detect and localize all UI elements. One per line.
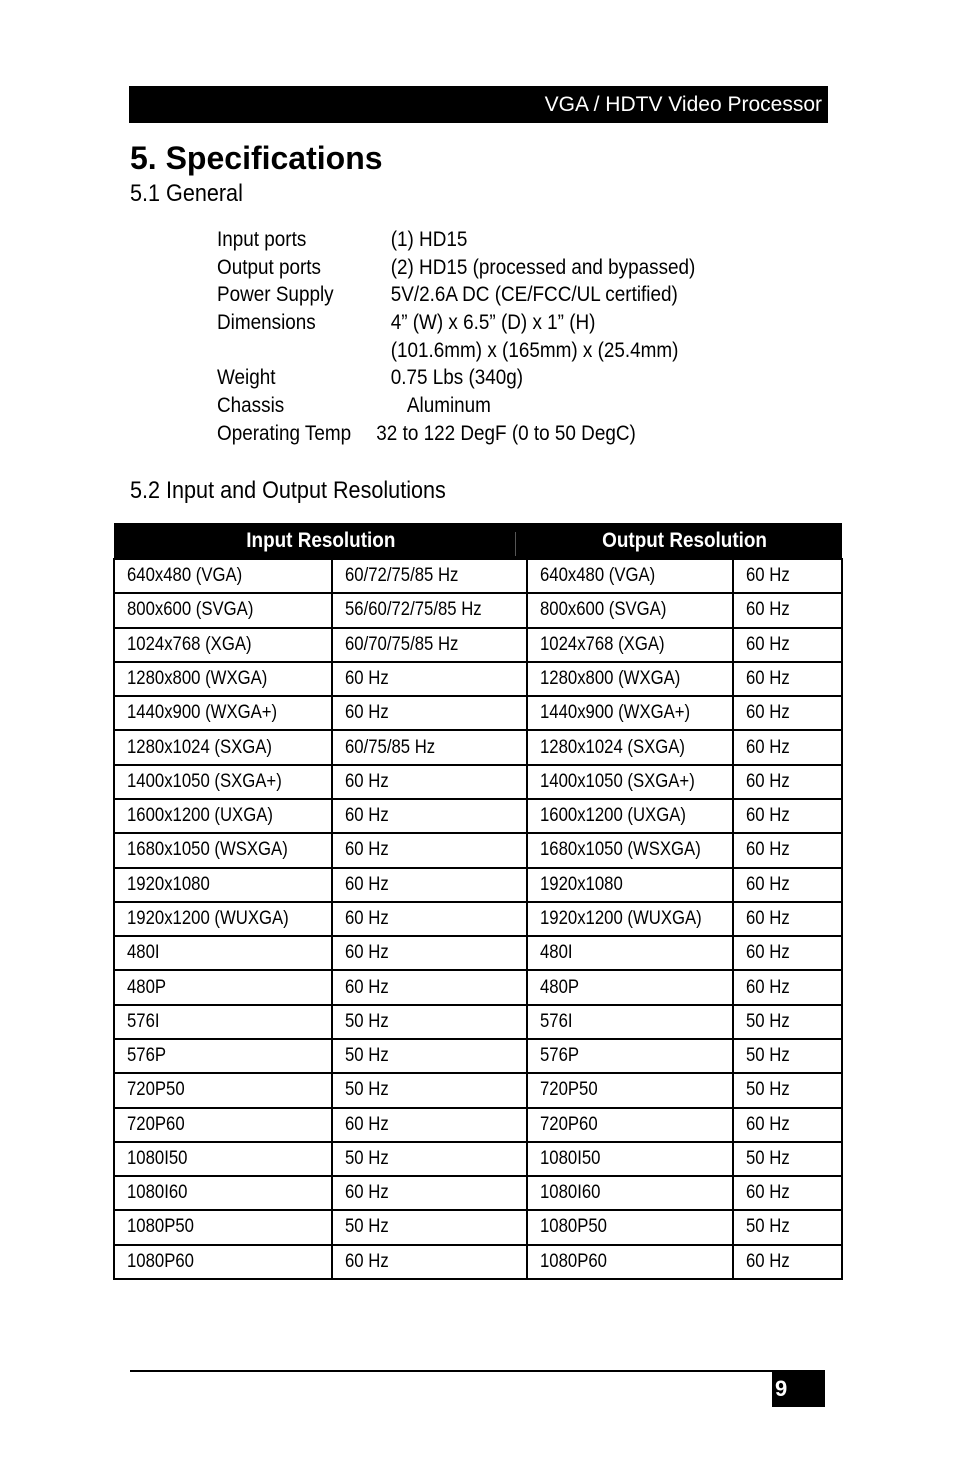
spec-label: Output ports	[217, 255, 322, 279]
input-resolution-cell-text: 720P50	[127, 1079, 185, 1101]
input-refresh-cell	[332, 833, 527, 867]
input-resolution-cell	[114, 1039, 332, 1073]
input-refresh-cell	[332, 1073, 527, 1107]
output-resolution-cell	[527, 628, 733, 662]
input-refresh-cell	[332, 559, 527, 593]
output-refresh-cell	[733, 1210, 842, 1244]
output-resolution-header	[527, 523, 842, 559]
input-refresh-cell-text: 50 Hz	[345, 1216, 389, 1238]
output-refresh-cell-text: 60 Hz	[746, 942, 790, 964]
spec-label: Weight	[217, 366, 276, 390]
output-refresh-cell	[733, 868, 842, 902]
input-resolution-cell	[114, 1108, 332, 1142]
input-refresh-cell	[332, 593, 527, 627]
input-refresh-cell-text: 60 Hz	[345, 907, 389, 929]
table-row	[114, 902, 842, 936]
footer-divider	[130, 1370, 825, 1372]
output-resolution-cell	[527, 1108, 733, 1142]
output-resolution-cell-text: 480I	[540, 942, 573, 964]
table-row	[114, 1210, 842, 1244]
input-refresh-cell-text: 60 Hz	[345, 770, 389, 792]
input-resolution-cell-text: 576P	[127, 1045, 167, 1067]
spec-label: Dimensions	[217, 311, 316, 335]
spec-value: 5V/2.6A DC (CE/FCC/UL certified)	[390, 283, 678, 307]
output-resolution-cell-text: 576P	[540, 1045, 580, 1067]
output-refresh-cell-text: 60 Hz	[746, 667, 790, 689]
input-refresh-cell-text: 60 Hz	[345, 839, 389, 861]
output-refresh-cell	[733, 936, 842, 970]
output-resolution-cell-text: 1080P60	[540, 1250, 607, 1272]
output-resolution-cell-text: 1440x900 (WXGA+)	[540, 702, 691, 724]
output-refresh-cell-text: 60 Hz	[746, 976, 790, 998]
table-header-row	[114, 523, 842, 559]
output-refresh-cell	[733, 765, 842, 799]
input-resolution-cell-text: 720P60	[127, 1113, 185, 1135]
output-resolution-cell-text: 1600x1200 (UXGA)	[540, 805, 686, 827]
output-resolution-cell-text: 1280x1024 (SXGA)	[540, 736, 685, 758]
input-resolution-cell	[114, 662, 332, 696]
output-resolution-cell-text: 480P	[540, 976, 580, 998]
input-refresh-cell-text: 50 Hz	[345, 1045, 389, 1067]
input-refresh-cell	[332, 1210, 527, 1244]
output-resolution-cell-text: 720P50	[540, 1079, 598, 1101]
page-title: 5. Specifications	[130, 140, 383, 176]
table-row	[114, 1245, 842, 1279]
spec-label: Power Supply	[217, 283, 334, 307]
input-resolution-cell-text: 1400x1050 (SXGA+)	[127, 770, 282, 792]
output-resolution-cell-text: 1024x768 (XGA)	[540, 633, 665, 655]
output-refresh-cell	[733, 696, 842, 730]
input-refresh-cell-text: 60 Hz	[345, 942, 389, 964]
output-refresh-cell	[733, 799, 842, 833]
input-refresh-cell-text: 50 Hz	[345, 1010, 389, 1032]
output-refresh-cell-text: 60 Hz	[746, 1182, 790, 1204]
input-refresh-cell	[332, 730, 527, 764]
input-refresh-cell	[332, 696, 527, 730]
output-resolution-cell	[527, 696, 733, 730]
input-refresh-cell	[332, 1039, 527, 1073]
output-refresh-cell	[733, 1142, 842, 1176]
output-refresh-cell	[733, 559, 842, 593]
input-refresh-cell	[332, 1108, 527, 1142]
output-refresh-cell	[733, 970, 842, 1004]
output-resolution-cell	[527, 902, 733, 936]
input-resolution-cell-text: 1280x1024 (SXGA)	[127, 736, 272, 758]
input-refresh-cell	[332, 1176, 527, 1210]
output-resolution-cell-text: 1080P50	[540, 1216, 607, 1238]
table-row	[114, 1108, 842, 1142]
table-row	[114, 559, 842, 593]
input-refresh-cell-text: 60/75/85 Hz	[345, 736, 436, 758]
output-resolution-cell-text: 1280x800 (WXGA)	[540, 667, 681, 689]
output-resolution-cell	[527, 868, 733, 902]
input-refresh-cell-text: 60 Hz	[345, 667, 389, 689]
table-row	[114, 765, 842, 799]
input-resolution-cell-text: 800x600 (SVGA)	[127, 599, 254, 621]
output-resolution-cell	[527, 730, 733, 764]
output-refresh-cell-text: 60 Hz	[746, 770, 790, 792]
table-row	[114, 1073, 842, 1107]
input-refresh-cell	[332, 1245, 527, 1279]
input-resolution-cell-text: 480I	[127, 942, 160, 964]
input-resolution-cell	[114, 628, 332, 662]
section-general-heading: 5.1 General	[130, 180, 243, 207]
output-resolution-cell-text: 1920x1080	[540, 873, 623, 895]
input-refresh-cell	[332, 868, 527, 902]
output-resolution-cell-text: 1400x1050 (SXGA+)	[540, 770, 695, 792]
output-resolution-cell	[527, 833, 733, 867]
output-refresh-cell	[733, 662, 842, 696]
output-refresh-cell-text: 50 Hz	[746, 1216, 790, 1238]
input-resolution-header	[114, 523, 527, 559]
output-refresh-cell	[733, 628, 842, 662]
output-resolution-cell-text: 1080I50	[540, 1147, 601, 1169]
output-refresh-cell-text: 60 Hz	[746, 702, 790, 724]
output-refresh-cell-text: 50 Hz	[746, 1045, 790, 1067]
output-resolution-cell	[527, 1073, 733, 1107]
output-resolution-cell-text: 1680x1050 (WSXGA)	[540, 839, 701, 861]
table-row	[114, 730, 842, 764]
output-resolution-cell	[527, 799, 733, 833]
output-resolution-cell	[527, 1039, 733, 1073]
input-resolution-cell-text: 1080P60	[127, 1250, 194, 1272]
input-refresh-cell-text: 60 Hz	[345, 1113, 389, 1135]
input-refresh-cell	[332, 628, 527, 662]
input-resolution-cell	[114, 970, 332, 1004]
output-refresh-cell	[733, 1005, 842, 1039]
output-refresh-cell-text: 60 Hz	[746, 873, 790, 895]
input-resolution-cell-text: 1080I60	[127, 1182, 188, 1204]
output-resolution-cell-text: 800x600 (SVGA)	[540, 599, 667, 621]
table-row	[114, 662, 842, 696]
spec-label: Chassis	[217, 394, 285, 418]
output-refresh-cell-text: 60 Hz	[746, 805, 790, 827]
input-resolution-cell	[114, 1073, 332, 1107]
output-resolution-cell-text: 576I	[540, 1010, 573, 1032]
output-resolution-cell	[527, 970, 733, 1004]
input-resolution-cell	[114, 559, 332, 593]
input-resolution-cell-text: 1680x1050 (WSXGA)	[127, 839, 288, 861]
input-refresh-cell-text: 60 Hz	[345, 1250, 389, 1272]
input-resolution-cell	[114, 593, 332, 627]
output-resolution-cell	[527, 1245, 733, 1279]
table-row	[114, 1039, 842, 1073]
input-refresh-cell	[332, 799, 527, 833]
output-refresh-cell-text: 60 Hz	[746, 1113, 790, 1135]
input-refresh-cell	[332, 936, 527, 970]
input-resolution-cell-text: 1600x1200 (UXGA)	[127, 805, 273, 827]
output-refresh-cell-text: 60 Hz	[746, 839, 790, 861]
input-resolution-cell	[114, 730, 332, 764]
page-number: 9	[772, 1371, 825, 1407]
input-resolution-cell	[114, 868, 332, 902]
output-refresh-cell-text: 60 Hz	[746, 1250, 790, 1272]
input-refresh-cell-text: 56/60/72/75/85 Hz	[345, 599, 482, 621]
output-refresh-cell	[733, 1039, 842, 1073]
input-refresh-cell-text: 60 Hz	[345, 1182, 389, 1204]
input-resolution-cell	[114, 833, 332, 867]
output-refresh-cell	[733, 1073, 842, 1107]
input-refresh-cell-text: 60/70/75/85 Hz	[345, 633, 459, 655]
input-resolution-cell	[114, 1005, 332, 1039]
input-resolution-cell	[114, 1245, 332, 1279]
output-resolution-cell-text: 1920x1200 (WUXGA)	[540, 907, 702, 929]
input-resolution-cell	[114, 936, 332, 970]
input-resolution-cell	[114, 765, 332, 799]
output-refresh-cell-text: 60 Hz	[746, 907, 790, 929]
output-resolution-cell	[527, 559, 733, 593]
output-refresh-cell	[733, 1245, 842, 1279]
input-refresh-cell-text: 60 Hz	[345, 702, 389, 724]
input-resolution-cell	[114, 799, 332, 833]
input-resolution-cell-text: 1080I50	[127, 1147, 188, 1169]
table-row	[114, 628, 842, 662]
input-refresh-cell	[332, 1005, 527, 1039]
input-resolution-cell-text: 1440x900 (WXGA+)	[127, 702, 278, 724]
output-resolution-cell-text: 720P60	[540, 1113, 598, 1135]
input-resolution-cell-text: 1024x768 (XGA)	[127, 633, 252, 655]
output-refresh-cell	[733, 593, 842, 627]
input-resolution-cell-text: 640x480 (VGA)	[127, 565, 243, 587]
input-refresh-cell-text: 50 Hz	[345, 1147, 389, 1169]
table-row	[114, 868, 842, 902]
input-resolution-cell	[114, 1142, 332, 1176]
resolutions-table	[113, 523, 843, 1280]
input-refresh-cell	[332, 902, 527, 936]
input-refresh-cell-text: 50 Hz	[345, 1079, 389, 1101]
input-resolution-cell	[114, 696, 332, 730]
output-refresh-cell	[733, 1176, 842, 1210]
output-refresh-cell-text: 50 Hz	[746, 1079, 790, 1101]
output-refresh-cell-text: 60 Hz	[746, 633, 790, 655]
input-resolution-cell-text: 1080P50	[127, 1216, 194, 1238]
output-refresh-cell	[733, 902, 842, 936]
table-row	[114, 1005, 842, 1039]
table-row	[114, 936, 842, 970]
input-refresh-cell-text: 60 Hz	[345, 805, 389, 827]
input-refresh-cell-text: 60 Hz	[345, 976, 389, 998]
spec-value: 32 to 122 DegF (0 to 50 DegC)	[376, 421, 636, 445]
section-resolutions-heading: 5.2 Input and Output Resolutions	[130, 477, 446, 504]
output-refresh-cell-text: 60 Hz	[746, 599, 790, 621]
input-refresh-cell	[332, 662, 527, 696]
output-refresh-cell-text: 60 Hz	[746, 736, 790, 758]
output-resolution-cell-text: 1080I60	[540, 1182, 601, 1204]
output-resolution-cell	[527, 765, 733, 799]
input-resolution-cell	[114, 902, 332, 936]
output-refresh-cell-text: 60 Hz	[746, 565, 790, 587]
output-resolution-cell	[527, 1142, 733, 1176]
output-refresh-cell	[733, 833, 842, 867]
table-row	[114, 799, 842, 833]
spec-label: Input ports	[217, 228, 307, 251]
table-row	[114, 833, 842, 867]
spec-value: 4” (W) x 6.5” (D) x 1” (H)	[390, 311, 596, 335]
table-row	[114, 593, 842, 627]
input-refresh-cell-text: 60/72/75/85 Hz	[345, 565, 459, 587]
input-resolution-cell	[114, 1210, 332, 1244]
spec-value: 0.75 Lbs (340g)	[390, 366, 524, 390]
output-resolution-cell	[527, 1176, 733, 1210]
header-title: VGA / HDTV Video Processor	[544, 92, 822, 116]
output-refresh-cell	[733, 730, 842, 764]
input-resolution-cell-text: 1920x1200 (WUXGA)	[127, 907, 289, 929]
spec-value: (2) HD15 (processed and bypassed)	[390, 255, 696, 279]
input-refresh-cell	[332, 970, 527, 1004]
spec-value: Aluminum	[406, 394, 491, 418]
input-refresh-cell-text: 60 Hz	[345, 873, 389, 895]
resolutions-table-body	[114, 559, 842, 1279]
output-resolution-cell	[527, 662, 733, 696]
header-bar	[129, 86, 828, 123]
input-resolution-cell-text: 1920x1080	[127, 873, 210, 895]
table-row	[114, 696, 842, 730]
spec-value: (101.6mm) x (165mm) x (25.4mm)	[390, 338, 679, 362]
input-refresh-cell	[332, 1142, 527, 1176]
output-resolution-cell	[527, 593, 733, 627]
output-resolution-cell	[527, 936, 733, 970]
spec-value: (1) HD15	[390, 228, 468, 251]
output-refresh-cell	[733, 1108, 842, 1142]
input-resolution-cell-text: 480P	[127, 976, 167, 998]
output-resolution-cell-text: 640x480 (VGA)	[540, 565, 656, 587]
output-resolution-cell	[527, 1005, 733, 1039]
input-refresh-cell	[332, 765, 527, 799]
output-refresh-cell-text: 50 Hz	[746, 1147, 790, 1169]
table-row	[114, 1142, 842, 1176]
table-row	[114, 970, 842, 1004]
output-resolution-cell	[527, 1210, 733, 1244]
output-resolution-header-label: Output Resolution	[602, 528, 767, 552]
input-resolution-cell	[114, 1176, 332, 1210]
output-refresh-cell-text: 50 Hz	[746, 1010, 790, 1032]
spec-label: Operating Temp	[217, 421, 352, 445]
input-resolution-header-label: Input Resolution	[245, 528, 396, 552]
input-resolution-cell-text: 576I	[127, 1010, 160, 1032]
table-row	[114, 1176, 842, 1210]
input-resolution-cell-text: 1280x800 (WXGA)	[127, 667, 268, 689]
